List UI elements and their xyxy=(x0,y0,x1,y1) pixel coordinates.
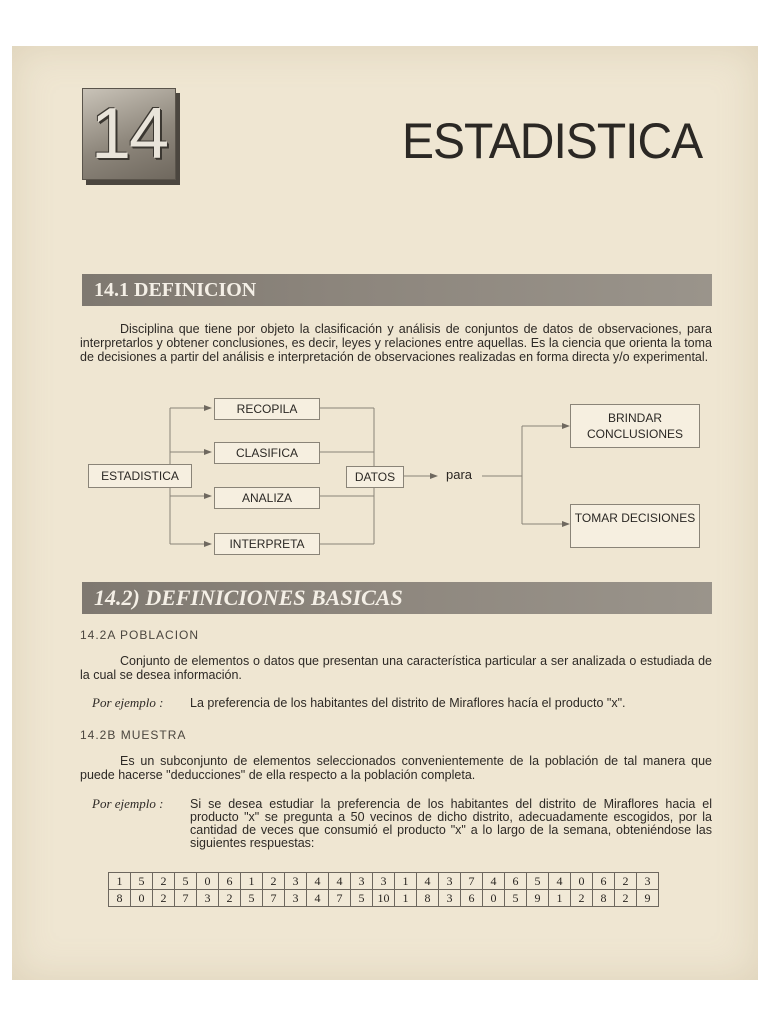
table-cell: 6 xyxy=(461,890,483,907)
table-cell: 1 xyxy=(241,873,263,890)
table-cell: 3 xyxy=(285,873,307,890)
section-heading-definiciones-basicas: 14.2) DEFINICIONES BASICAS xyxy=(82,582,712,614)
node-analiza: ANALIZA xyxy=(214,487,320,509)
table-cell: 5 xyxy=(175,873,197,890)
section-heading-definicion: 14.1 DEFINICION xyxy=(82,274,712,306)
table-cell: 5 xyxy=(527,873,549,890)
table-cell: 5 xyxy=(131,873,153,890)
node-datos: DATOS xyxy=(346,466,404,488)
table-cell: 3 xyxy=(351,873,373,890)
table-cell: 0 xyxy=(197,873,219,890)
table-cell: 0 xyxy=(571,873,593,890)
table-cell: 1 xyxy=(395,873,417,890)
table-cell: 3 xyxy=(439,873,461,890)
table-cell: 5 xyxy=(241,890,263,907)
book-page xyxy=(12,46,758,980)
subheading-muestra: 14.2B MUESTRA xyxy=(80,728,187,742)
table-cell: 1 xyxy=(549,890,571,907)
table-cell: 1 xyxy=(395,890,417,907)
table-cell: 5 xyxy=(351,890,373,907)
table-row xyxy=(109,890,659,907)
table-cell: 2 xyxy=(263,873,285,890)
table-cell: 6 xyxy=(505,873,527,890)
definition-text: Disciplina que tiene por objeto la clasificación y análisis de conjuntos de datos de observaciones, para interpretarlos y obtener conclusiones, es decir, leyes y relaciones entre aquellas. Es la ciencia que orienta la toma de decisiones a partir del análisis e interpretación de observaciones realizadas en forma directa y/o experimental. xyxy=(80,322,712,364)
muestra-paragraph xyxy=(80,754,712,782)
subheading-poblacion: 14.2A POBLACION xyxy=(80,628,200,642)
chapter-number: 14 xyxy=(90,94,168,174)
table-cell: 4 xyxy=(549,873,571,890)
poblacion-paragraph xyxy=(80,654,712,682)
table-cell: 0 xyxy=(483,890,505,907)
table-cell: 6 xyxy=(219,873,241,890)
table-cell: 3 xyxy=(285,890,307,907)
table-cell: 8 xyxy=(109,890,131,907)
table-cell: 9 xyxy=(527,890,549,907)
muestra-example-label: Por ejemplo : xyxy=(92,796,164,811)
table-cell: 1 xyxy=(109,873,131,890)
table-cell: 8 xyxy=(417,890,439,907)
connector-para: para xyxy=(446,467,473,482)
poblacion-text: Conjunto de elementos o datos que presentan una característica particular a ser analizada o estudiada de la cual se desea información. xyxy=(80,654,712,682)
node-estadistica: ESTADISTICA xyxy=(88,464,192,488)
node-tomar-decisiones: TOMAR DECISIONES xyxy=(570,504,700,548)
table-cell: 7 xyxy=(461,873,483,890)
table-cell: 10 xyxy=(373,890,395,907)
table-cell: 3 xyxy=(197,890,219,907)
table-cell: 4 xyxy=(307,890,329,907)
table-cell: 7 xyxy=(175,890,197,907)
muestra-example-text: Si se desea estudiar la preferencia de los habitantes del distrito de Miraflores hacia el producto "x" se pregunta a 50 vecinos de dicho distrito, adecuadamente escogidos, por la cantidad de veces que consumió el producto "x" a lo largo de la semana, obteniéndose las siguientes respuestas: xyxy=(190,797,712,850)
muestra-text: Es un subconjunto de elementos seleccionados convenientemente de la población de tal manera que puede hacerse "deducciones" de ella respecto a la población completa. xyxy=(80,754,712,782)
table-cell: 3 xyxy=(373,873,395,890)
responses-table xyxy=(108,872,659,907)
table-cell: 7 xyxy=(329,890,351,907)
table-cell: 2 xyxy=(153,890,175,907)
chapter-title: ESTADISTICA xyxy=(402,113,703,170)
poblacion-example-label: Por ejemplo : xyxy=(92,695,164,710)
table-cell: 2 xyxy=(615,873,637,890)
node-interpreta: INTERPRETA xyxy=(214,533,320,555)
table-cell: 3 xyxy=(439,890,461,907)
table-cell: 2 xyxy=(153,873,175,890)
table-cell: 2 xyxy=(219,890,241,907)
node-brindar-conclusiones: BRINDAR CONCLUSIONES xyxy=(570,404,700,448)
table-cell: 4 xyxy=(307,873,329,890)
node-recopila: RECOPILA xyxy=(214,398,320,420)
table-cell: 9 xyxy=(637,890,659,907)
table-cell: 6 xyxy=(593,873,615,890)
table-cell: 2 xyxy=(571,890,593,907)
table-cell: 5 xyxy=(505,890,527,907)
table-cell: 8 xyxy=(593,890,615,907)
table-cell: 2 xyxy=(615,890,637,907)
table-cell: 4 xyxy=(417,873,439,890)
table-cell: 4 xyxy=(329,873,351,890)
poblacion-example-text: La preferencia de los habitantes del distrito de Miraflores hacía el producto "x". xyxy=(190,696,626,710)
table-cell: 0 xyxy=(131,890,153,907)
node-clasifica: CLASIFICA xyxy=(214,442,320,464)
table-row xyxy=(109,873,659,890)
table-cell: 3 xyxy=(637,873,659,890)
table-cell: 4 xyxy=(483,873,505,890)
table-cell: 7 xyxy=(263,890,285,907)
